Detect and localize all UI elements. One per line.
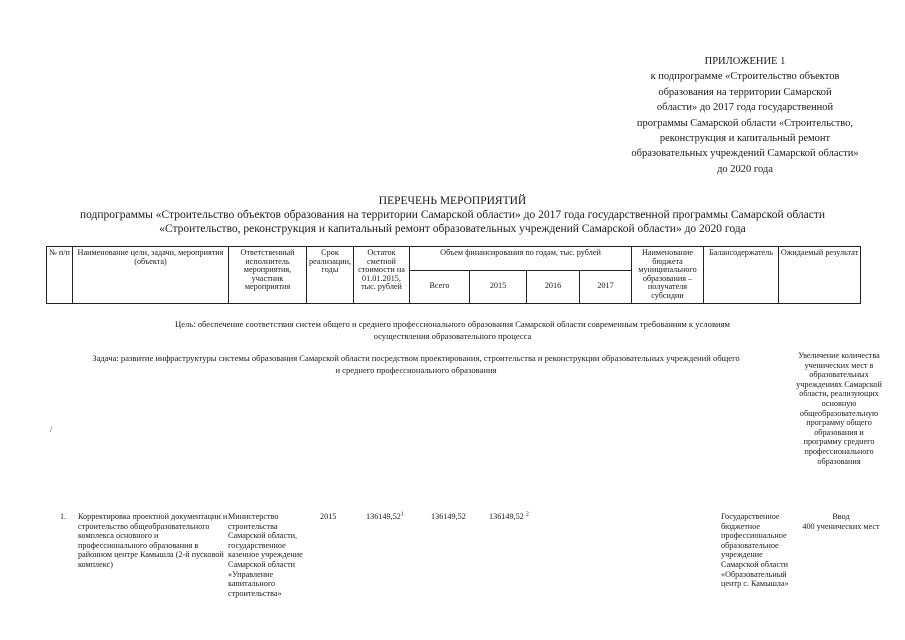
appendix-line: к подпрограмме «Строительство объектов [650,71,840,83]
appendix-block [600,54,890,177]
header-municipality: Наименование бюджета муниципального образования – получателя субсидии [632,247,704,304]
appendix-line: образования на территории Самарской [658,86,832,98]
header-term: Срок реализации, годы [307,247,354,304]
document-title [0,194,905,236]
stray-mark: / [50,425,53,434]
row-2015-value: 136149,52 [489,512,524,521]
table-header [46,246,861,304]
task-text [46,352,786,376]
goal-text [0,318,905,342]
appendix-line: реконструкция и капитальный ремонт [659,133,831,145]
appendix-line: ПРИЛОЖЕНИЕ 1 [704,56,786,67]
header-year: 2016 [527,270,580,303]
row-executor: Министерство строительства Самарской области, государственное казенное учреждение Самарской области «Управление капитального строительства» [228,512,303,598]
goal-line: осуществления образовательного процесса [373,331,532,341]
task-line: и среднего профессионального образования [335,365,497,375]
row-term: 2015 [320,512,337,521]
header-funding: Объем финансирования по годам, тыс. рублей [410,247,632,271]
footnote-mark: 1 [400,511,404,518]
title-heading: ПЕРЕЧЕНЬ МЕРОПРИЯТИЙ [378,195,527,207]
title-line: подпрограммы «Строительство объектов образования на территории Самарской области» до 2017 года государственной программы Самарской области [79,209,826,221]
row-num: 1. [60,512,67,521]
header-holder: Балансодержатель [704,247,779,304]
task-line: Задача: развитие инфраструктуры системы образования Самарской области посредством проектирования, строительства и реконструкции образовательных учреждений общего [92,353,740,363]
header-year: 2017 [580,270,632,303]
appendix-line: области» до 2017 года государственной [656,102,834,114]
footnote-mark: 2 [525,511,529,518]
goal-line: Цель: обеспечение соответствия систем общего и среднего профессионального образования Самарской области современным требованиям к условиям [174,319,730,329]
header-balance: Остаток сметной стоимости на 01.01.2015, тыс. рублей [354,247,410,304]
row-result-line: Ввод [832,512,850,521]
row-holder: Государственное бюджетное профессиональное образовательное учреждение Самарской области «Образовательный центр с. Камышла» [721,512,789,589]
row-total: 136149,52 [431,512,466,521]
header-name: Наименование цели, задачи, мероприятия (объекта) [73,247,229,304]
header-executor: Ответственный исполнитель мероприятия, участник мероприятия [229,247,307,304]
task-expected-result: Увеличение количества ученических мест в образовательных учреждениях Самарской области, реализующих основную общеобразовательную программу общего образования и программу среднего профессионального образования [796,351,882,466]
row-balance [366,512,404,522]
title-line: «Строительство, реконструкция и капитальный ремонт образовательных учреждений Самарской области» до 2020 года [159,223,746,235]
appendix-line: до 2020 года [717,163,773,175]
appendix-line: программы Самарской области «Строительство, [636,117,854,129]
header-year: 2015 [470,270,527,303]
row-name: Корректировка проектной документации и строительство общеобразовательного комплекса основного и профессионального образования в районном центре Камышла (2-й пусковой комплекс) [78,512,228,569]
row-result-line: 400 ученических мест [802,521,880,531]
header-expected: Ожидаемый результат [779,247,861,304]
row-balance-value: 136149,52 [366,512,401,521]
appendix-line: образовательных учреждений Самарской области» [631,148,859,160]
row-result [800,512,882,531]
header-num: № п/п [47,247,73,304]
row-2015 [489,512,529,522]
header-total: Всего [410,270,470,303]
